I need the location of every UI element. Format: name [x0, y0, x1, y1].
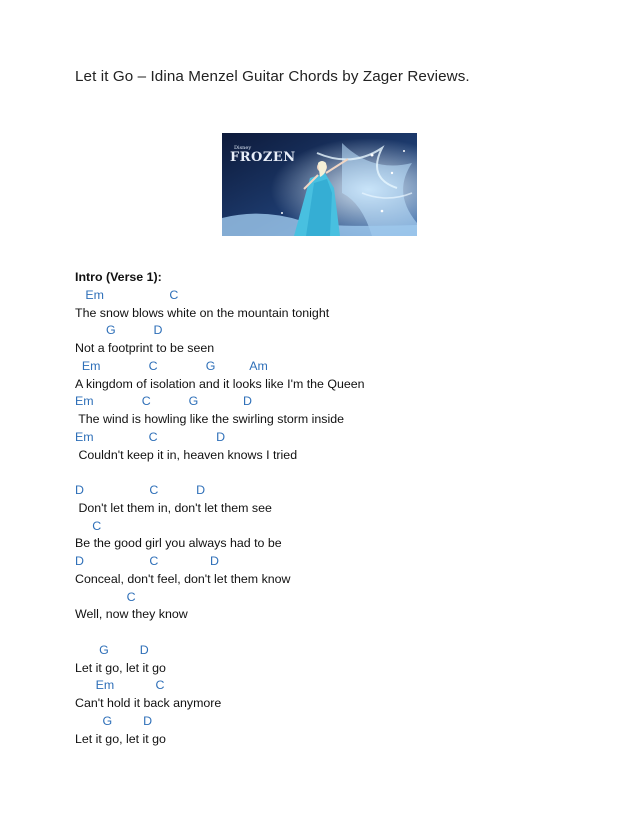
lyric-line: Can't hold it back anymore — [75, 696, 222, 710]
chord-line: C — [75, 589, 136, 604]
chord-line: Em C D — [75, 429, 226, 444]
lyric-line: Don't let them in, don't let them see — [75, 500, 272, 515]
chord-line: G D — [75, 323, 163, 338]
chord-line: D C D — [75, 483, 206, 497]
lyric-line: Be the good girl you always had to be — [75, 536, 282, 551]
chord-line: Em C — [75, 287, 179, 302]
lyric-line: Couldn't keep it in, heaven knows I tried — [75, 447, 298, 462]
page-title: Let it Go – Idina Menzel Guitar Chords by Zager Reviews. — [75, 68, 470, 85]
banner-logo-small: Disney — [234, 145, 252, 151]
chord-sheet — [75, 0, 595, 826]
chord-line: C — [75, 518, 102, 533]
lyric-line: Well, now they know — [75, 607, 188, 622]
lyric-line: Let it go, let it go — [75, 731, 166, 746]
lyric-line: The wind is howling like the swirling storm inside — [75, 412, 345, 426]
chord-line: Em C G Am — [75, 358, 268, 373]
lyric-line: The snow blows white on the mountain tonight — [75, 305, 330, 320]
chord-line: G D — [75, 642, 149, 657]
lyric-line: Conceal, don't feel, don't let them know — [75, 571, 291, 586]
banner-logo-text: FROZEN — [230, 150, 296, 165]
chord-line: D C D — [75, 554, 219, 568]
chord-line: Em C G D — [75, 394, 252, 409]
section-heading: Intro (Verse 1): — [75, 270, 162, 284]
lyric-line: Not a footprint to be seen — [75, 341, 215, 355]
lyric-line: A kingdom of isolation and it looks like I'm the Queen — [75, 376, 365, 391]
lyric-line: Let it go, let it go — [75, 660, 166, 675]
chord-line: G D — [75, 713, 153, 728]
chord-line: Em C — [75, 678, 165, 693]
